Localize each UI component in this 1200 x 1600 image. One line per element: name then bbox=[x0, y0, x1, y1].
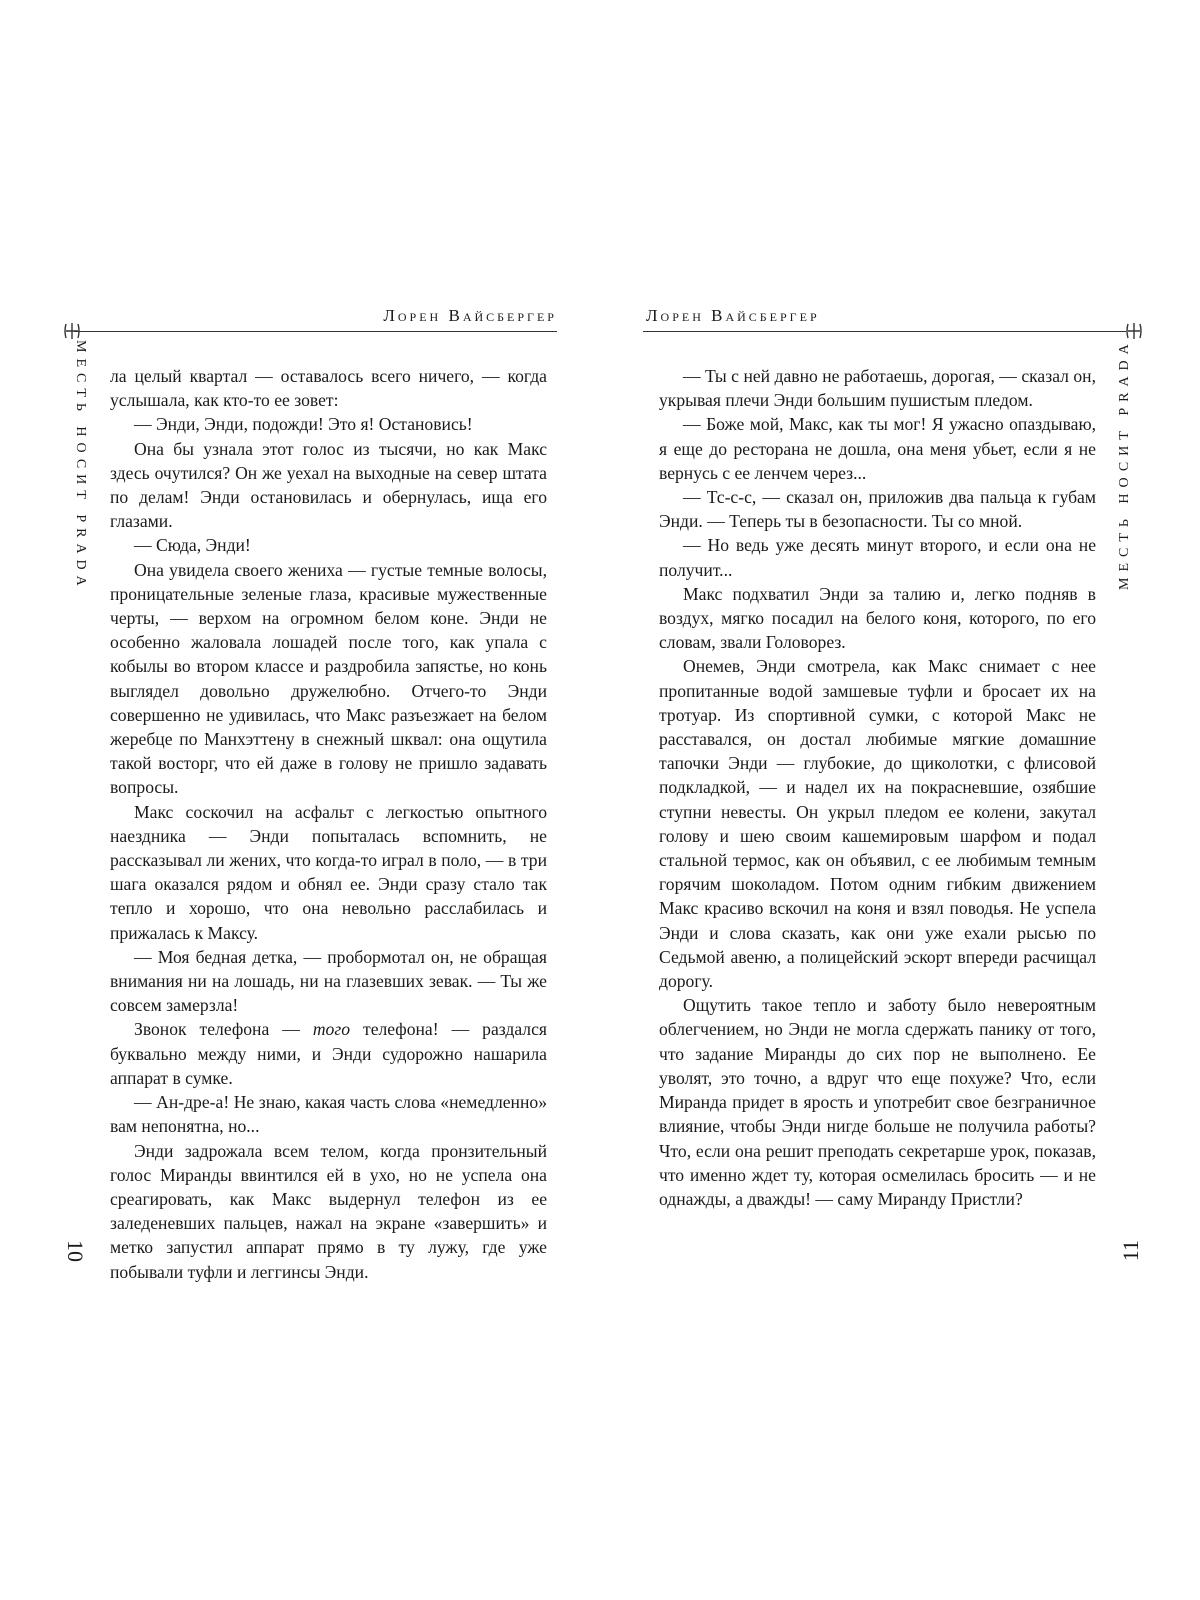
paragraph: Энди задрожала всем телом, когда пронзительный голос Миранды ввинтился ей в ухо, но не успела она среагировать, как Макс выдернул телефон из ее заледеневших пальцев, нажал на экране «завершить» и метко запустил аппарат прямо в ту лужу, где уже побывали туфли и леггинсы Энди. bbox=[110, 1140, 547, 1282]
paragraph: — Тс-с-с, — сказал он, приложив два пальца к губам Энди. — Теперь ты в безопасности. Ты со мной. bbox=[659, 487, 1096, 532]
paragraph: Макс соскочил на асфальт с легкостью опытного наездника — Энди попыталась вспомнить, не рассказывал ли жених, что когда-то играл в поло, — в три шага оказался рядом и обнял ее. Энди сразу стало так тепло и хорошо, что она невольно расслабилась и прижалась к Максу. bbox=[110, 801, 547, 943]
running-head: Лорен Вайсбергер bbox=[383, 306, 557, 325]
paragraph-text: Звонок телефона — bbox=[134, 1019, 313, 1040]
body-text bbox=[659, 364, 1096, 1211]
page-number: 11 bbox=[1118, 1240, 1143, 1262]
body-text bbox=[110, 364, 547, 1284]
paragraph-text: телефона! — раздался буквально между ними, и Энди судорожно нашарила аппарат в сумке. bbox=[110, 1019, 547, 1088]
paragraph: — Боже мой, Макс, как ты мог! Я ужасно опаздываю, я еще до ресторана не дошла, она меня убьет, если я не вернусь с ее ленчем через... bbox=[659, 414, 1096, 483]
paragraph: Онемев, Энди смотрела, как Макс снимает с нее пропитанные водой замшевые туфли и бросает их на тротуар. Из спортивной сумки, с которой Макс не расставался, он достал любимые мягкие домашние тапочки Энди — глубокие, до щиколотки, с флисовой подкладкой, — и надел их на покрасневшие, озябшие ступни невесты. Он укрыл пледом ее колени, закутал голову и шею своим кашемировым шарфом и подал стальной термос, как он объявил, с ее любимым темным горячим шоколадом. Потом одним гибким движением Макс красиво вскочил на коня и взял поводья. Не успела Энди и слова сказать, как они уже ехали рысью по Седьмой авеню, а полицейский эскорт впереди расчищал дорогу. bbox=[659, 656, 1096, 992]
paragraph: — Моя бедная детка, — пробормотал он, не обращая внимания ни на лошадь, ни на глазевших зевак. — Ты же совсем замерзла! bbox=[110, 946, 547, 1016]
paragraph: Она бы узнала этот голос из тысячи, но как Макс здесь очутился? Он же уехал на выходные на север штата по делам! Энди остановилась и обернулась, ища его глазами. bbox=[110, 438, 547, 532]
side-title: МЕСТЬ НОСИТ PRADA bbox=[73, 340, 88, 592]
emphasis-text: того bbox=[312, 1019, 351, 1040]
header-rule bbox=[74, 331, 557, 332]
paragraph: — Ан-дре-а! Не знаю, какая часть слова «немедленно» вам непонятна, но... bbox=[110, 1092, 547, 1137]
paragraph: — Энди, Энди, подожди! Это я! Остановись! bbox=[134, 414, 473, 435]
paragraph: Макс подхватил Энди за талию и, легко подняв в воздух, мягко посадил на белого коня, которого, по его словам, звали Головорез. bbox=[659, 583, 1096, 653]
paragraph: — Ты с ней давно не работаешь, дорогая, — сказал он, укрывая плечи Энди большим пушистым пледом. bbox=[659, 366, 1096, 411]
paragraph: ла целый квартал — оставалось всего ничего, — когда услышала, как кто-то ее зовет: bbox=[110, 366, 547, 411]
paragraph: Ощутить такое тепло и заботу было невероятным облегчением, но Энди не могла сдержать панику от того, что задание Миранды до сих пор не выполнено. Ее уволят, это точно, а вдруг что еще похуже? Что, если Миранда придет в ярость и употребит свое безграничное влияние, чтобы Энди нигде больше не получила работы? Что, если она решит преподать секретарше урок, показав, что именно ждет ту, которая осмелилась бросить — и не однажды, а дважды! — саму Миранду Пристли? bbox=[659, 995, 1096, 1209]
paragraph: Она увидела своего жениха — густые темные волосы, проницательные зеленые глаза, красивые мужественные черты, — верхом на огромном белом коне. Энди не особенно жаловала лошадей после того, как упала с кобылы во втором классе и раздробила запястье, но конь выглядел довольно дружелюбно. Отчего-то Энди совершенно не удивилась, что Макс разъезжает на белом жеребце по Манхэттену в снежный шквал: она ощутила такой восторг, что ей даже в голову не пришло задавать вопросы. bbox=[110, 559, 547, 798]
paragraph bbox=[110, 1017, 547, 1090]
header-rule bbox=[643, 331, 1126, 332]
paragraph: — Сюда, Энди! bbox=[134, 535, 251, 556]
paragraph: — Но ведь уже десять минут второго, и если она не получит... bbox=[659, 535, 1096, 580]
side-title: МЕСТЬ НОСИТ PRADA bbox=[1117, 338, 1132, 590]
running-head: Лорен Вайсбергер bbox=[646, 306, 820, 325]
page-number: 10 bbox=[63, 1240, 88, 1262]
right-page bbox=[600, 0, 1200, 1600]
